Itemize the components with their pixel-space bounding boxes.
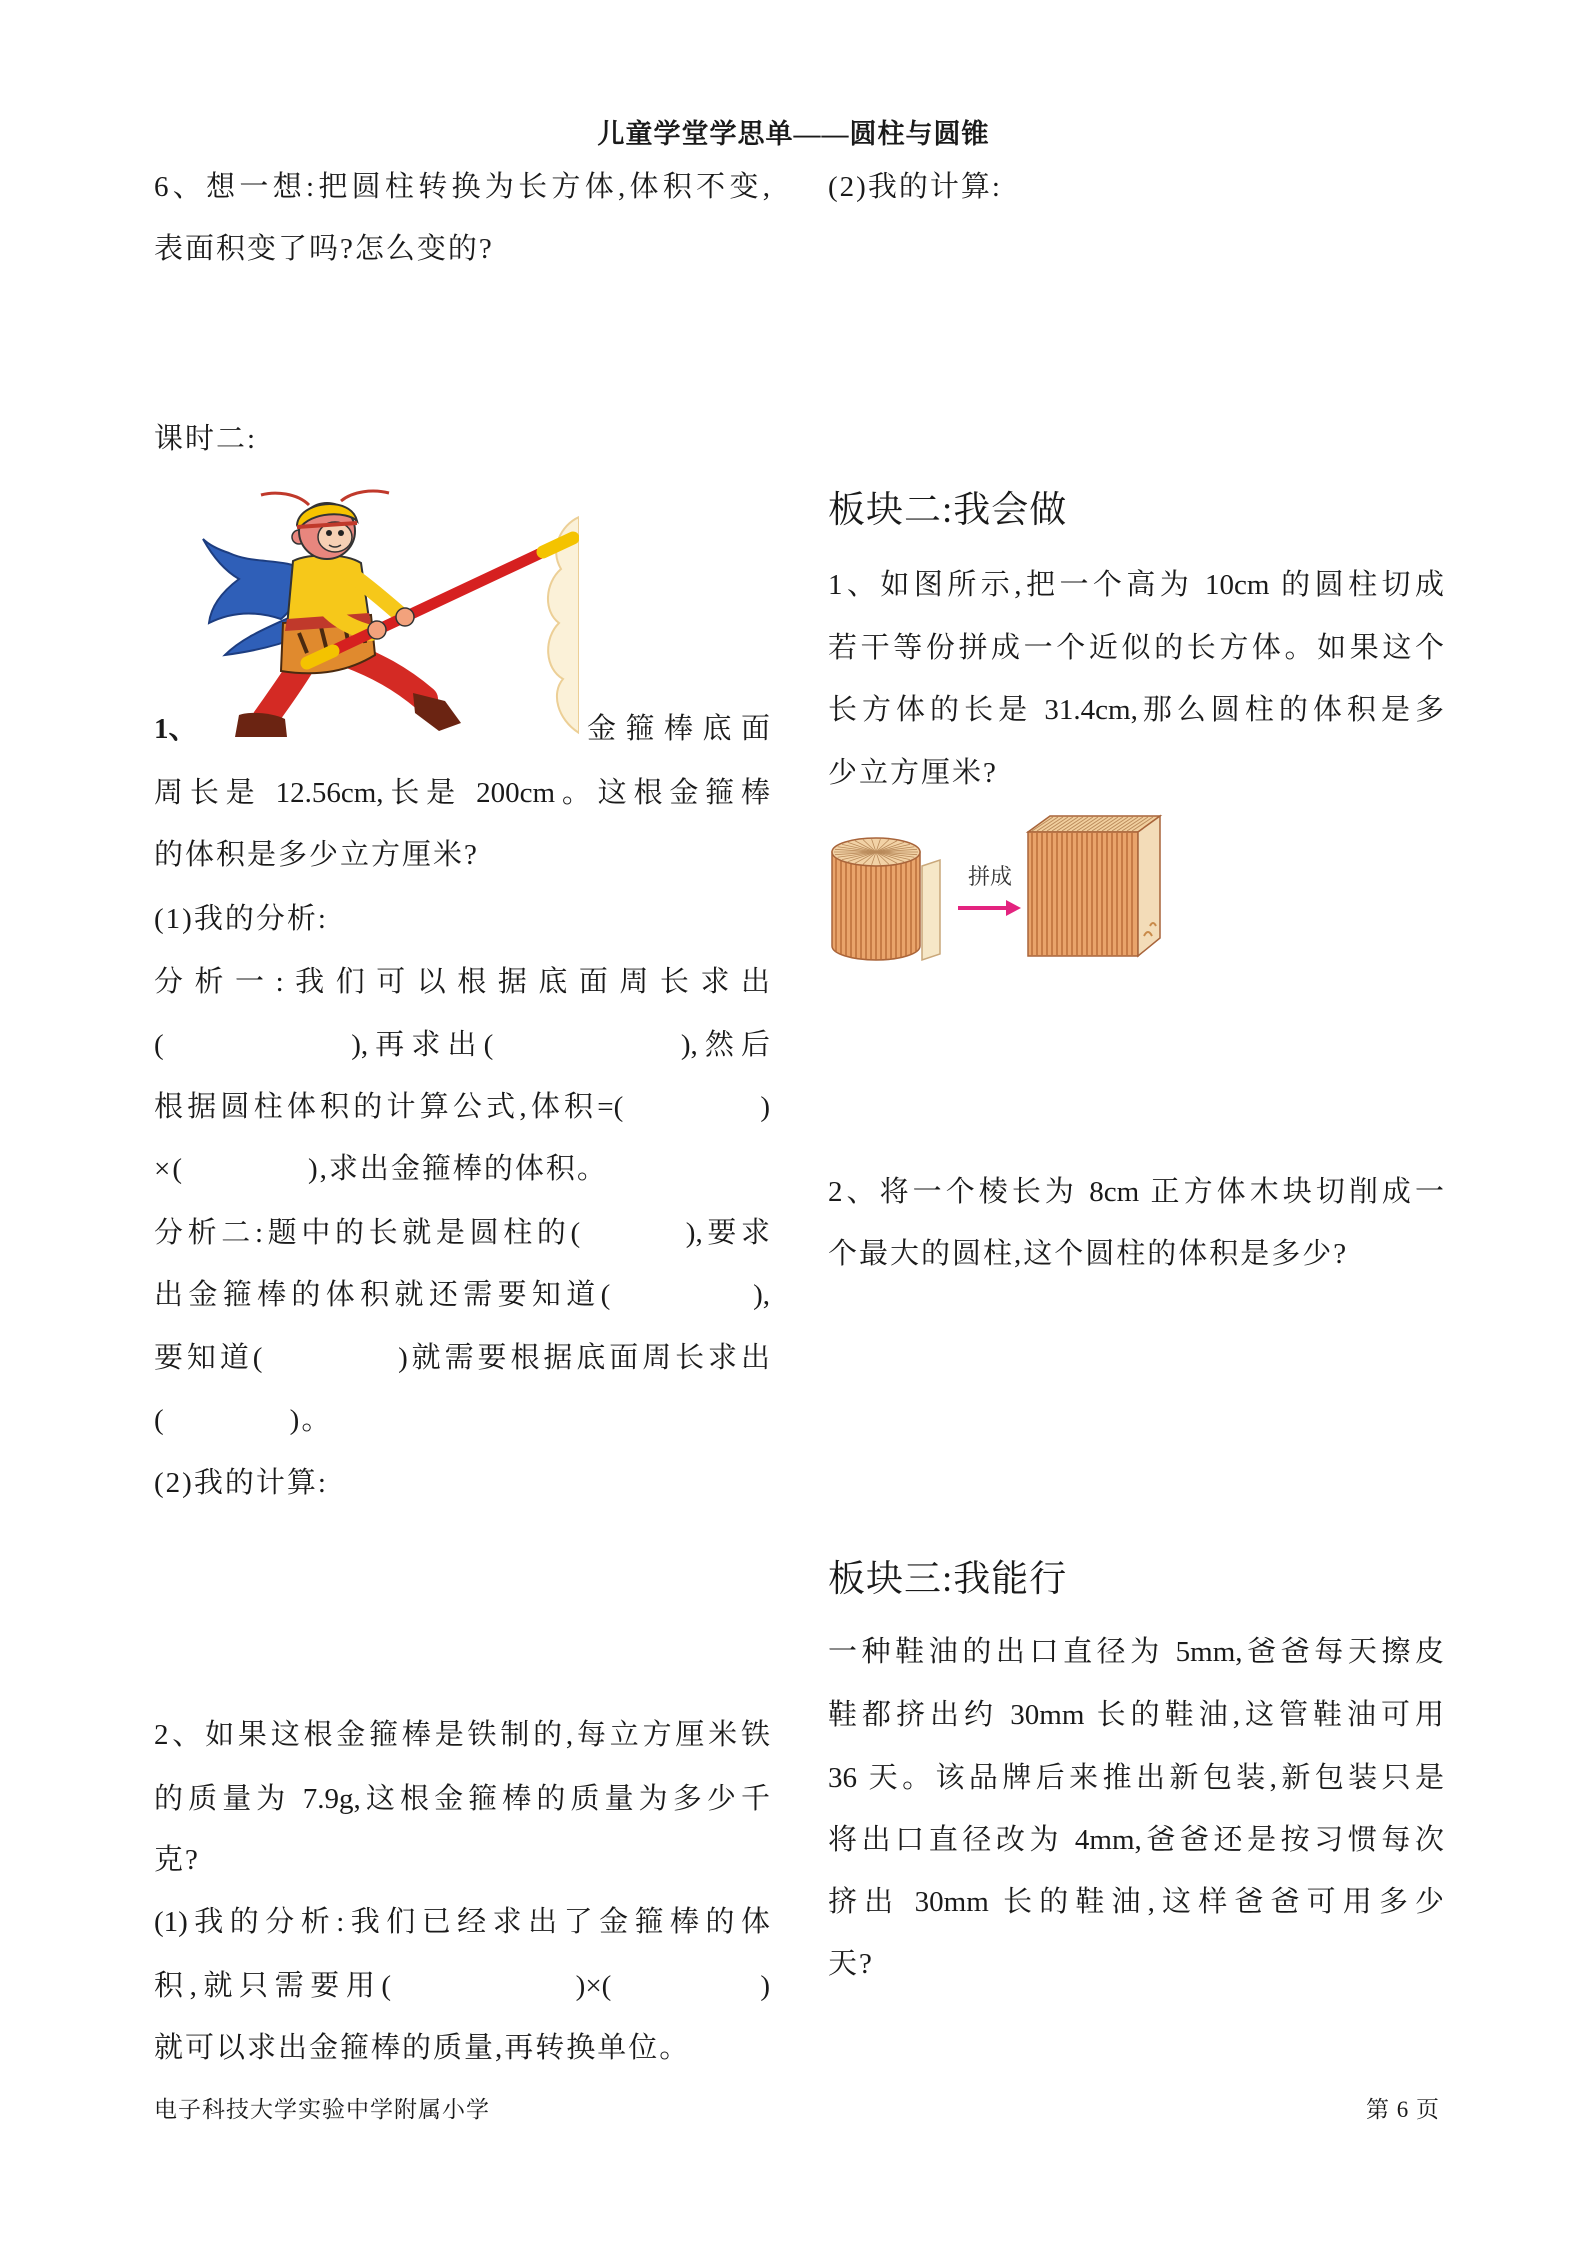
section-2-q2-line-1: 2、将一个棱长为 8cm 正方体木块切削成一 — [828, 1176, 1444, 1208]
arrow-head — [1006, 900, 1021, 916]
section-3-heading: 板块三:我能行 — [828, 1559, 1068, 1600]
eye-right — [338, 530, 344, 536]
cylinder — [832, 838, 920, 960]
section-2-heading: 板块二:我会做 — [828, 490, 1068, 531]
arrow-label: 拼成 — [967, 865, 1013, 890]
lesson-label: 课时二: — [154, 423, 258, 455]
section-3-line-6: 天? — [828, 1948, 874, 1980]
feather-left — [261, 493, 309, 505]
question-1-number: 1、 — [154, 713, 198, 745]
analysis-two-line-1: 分析二:题中的长就是圆柱的( ),要求 — [154, 1217, 770, 1249]
section-2-q1-line-2: 若干等份拼成一个近似的长方体。如果这个 — [828, 632, 1444, 664]
question-1-line-2: 的体积是多少立方厘米? — [154, 839, 479, 871]
arrow — [958, 865, 1021, 916]
section-2-q1-line-3: 长方体的长是 31.4cm,那么圆柱的体积是多 — [828, 694, 1444, 726]
section-3-line-5: 挤出 30mm 长的鞋油,这样爸爸可用多少 — [828, 1886, 1444, 1918]
cut-slice — [922, 860, 940, 960]
hand-front — [396, 608, 414, 626]
section-3-line-1: 一种鞋油的出口直径为 5mm,爸爸每天擦皮 — [828, 1636, 1444, 1668]
analysis-label: (1)我的分析: — [154, 903, 328, 935]
prism-front-stripes — [1032, 833, 1132, 955]
question-2-line-3: 克? — [154, 1844, 200, 1876]
cylinder-to-cuboid-figure — [828, 814, 1166, 965]
footer-school: 电子科技大学实验中学附属小学 — [154, 2097, 490, 2122]
question-1-line-1: 周长是 12.56cm,长是 200cm。这根金箍棒 — [154, 777, 770, 809]
feather-right — [341, 491, 389, 501]
analysis-two-line-2: 出金箍棒的体积就还需要知道( ), — [154, 1279, 770, 1311]
question-2-line-1: 2、如果这根金箍棒是铁制的,每立方厘米铁 — [154, 1719, 770, 1751]
monkey-king-illustration — [199, 487, 579, 742]
analysis-one-line-3: 根据圆柱体积的计算公式,体积=( ) — [154, 1091, 770, 1123]
analysis-two-line-3: 要知道( )就需要根据底面周长求出 — [154, 1342, 770, 1374]
rectangular-prism — [1028, 816, 1160, 956]
hand-back — [368, 621, 386, 639]
question-2-analysis-line-2: 积,就只需要用( )×( ) — [154, 1970, 770, 2002]
cylinder-to-cuboid-illustration — [828, 814, 1166, 965]
section-2-q1-line-4: 少立方厘米? — [828, 757, 998, 789]
question-6-line-2: 表面积变了吗?怎么变的? — [154, 233, 494, 265]
section-2-q1-line-1: 1、如图所示,把一个高为 10cm 的圆柱切成 — [828, 569, 1444, 601]
right-calculation-label: (2)我的计算: — [828, 171, 1002, 203]
analysis-two-line-4: ( )。 — [154, 1404, 333, 1436]
question-1-lead: 金箍棒底面 — [587, 713, 770, 745]
section-3-line-3: 36 天。该品牌后来推出新包装,新包装只是 — [828, 1762, 1444, 1794]
question-2-analysis-line-3: 就可以求出金箍棒的质量,再转换单位。 — [154, 2032, 691, 2064]
eye-left — [326, 530, 332, 536]
prism-side-face — [1138, 816, 1160, 956]
section-3-line-4: 将出口直径改为 4mm,爸爸还是按习惯每次 — [828, 1824, 1444, 1856]
question-2-analysis-line-1: (1)我的分析:我们已经求出了金箍棒的体 — [154, 1906, 770, 1938]
footer-page-number: 第 6 页 — [1366, 2097, 1440, 2122]
section-3-line-2: 鞋都挤出约 30mm 长的鞋油,这管鞋油可用 — [828, 1699, 1444, 1731]
section-2-q2-line-2: 个最大的圆柱,这个圆柱的体积是多少? — [828, 1238, 1349, 1270]
question-6-line-1: 6、想一想:把圆柱转换为长方体,体积不变, — [154, 171, 770, 203]
analysis-one-line-2: ( ),再求出( ),然后 — [154, 1029, 770, 1061]
page-title: 儿童学堂学思单——圆柱与圆锥 — [597, 119, 990, 149]
calculation-label: (2)我的计算: — [154, 1467, 328, 1499]
analysis-one-line-1: 分析一:我们可以根据底面周长求出 — [154, 966, 770, 998]
monkey-king-image — [199, 487, 579, 742]
question-2-line-2: 的质量为 7.9g,这根金箍棒的质量为多少千 — [154, 1783, 770, 1815]
analysis-one-line-4: ×( ),求出金箍棒的体积。 — [154, 1153, 608, 1185]
